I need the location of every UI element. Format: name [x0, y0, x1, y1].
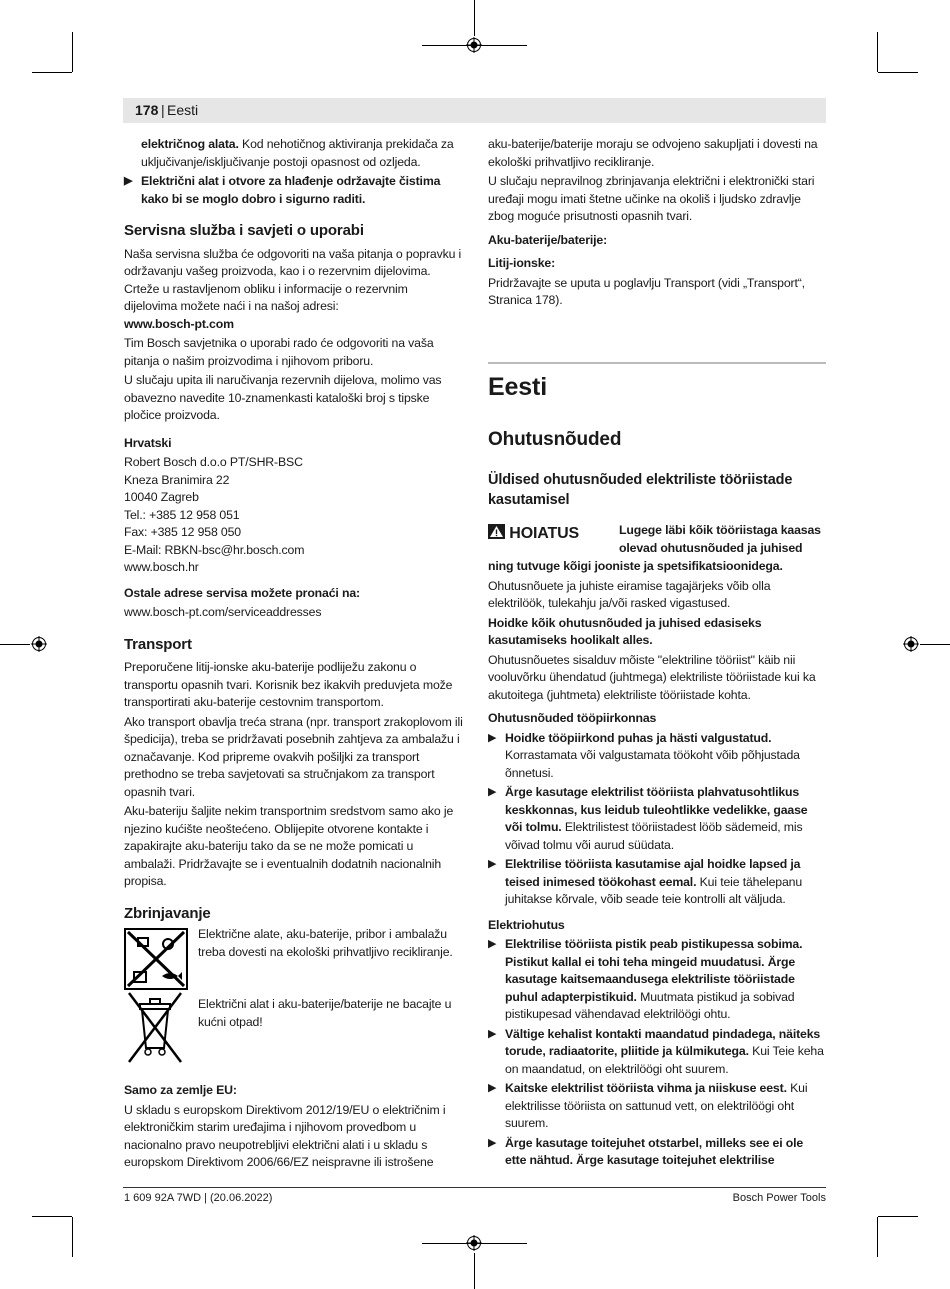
warning-label — [488, 524, 579, 543]
warning-word: HOIATUS — [509, 525, 580, 542]
address-line: www.bosch.hr — [124, 560, 199, 574]
bold-text: Elektrilise tööriista pistik peab pistikupessa sobima. Pistikut kallal ei tohi teha mingeid muudatusi. Ärge kasutage kaitsemaandusega elektriliste tööriistade puhul adapterpistikuid. — [505, 937, 803, 1004]
bold-text: Ärge kasutage toitejuhet otstarbel, milleks see ei ole ette nähtud. Ärge kasutage toitejuhet elektrilise — [505, 1135, 804, 1167]
text: Kui teie tähelepanu juhitakse kõrvale, võib seade teie kontrolli alt väljuda. — [505, 874, 803, 906]
paragraph: U skladu s europskom Direktivom 2012/19/EU o električnim i elektroničkim starim uređajima i njihovom provedbom u nacionalno pravo neupotrebljivi električni alati i u skladu s europskom Direktivom 2006/66/EZ neispravne ili istrošene — [124, 1102, 446, 1169]
crop-mark — [877, 1217, 878, 1257]
bullet-arrow-icon: ▶ — [488, 786, 497, 798]
registration-mark-icon — [466, 1235, 482, 1251]
paragraph: Tim Bosch savjetnika o uporabi rado će odgovoriti na vaša pitanja o našim proizvodima i njihovom priboru. — [124, 336, 434, 368]
text: Muutmata pistikud ja sobivad pistikupesad vähendavad elektrilöögi ohtu. — [505, 989, 795, 1021]
registration-mark-icon — [466, 37, 482, 53]
footer-rule — [123, 1187, 826, 1188]
disposal-row — [124, 928, 464, 996]
text: Kod nehotičnog aktiviranja prekidača za uključivanje/isključivanje postoji opasnost od ozljeda. — [141, 137, 454, 169]
url-text: www.bosch-pt.com — [124, 316, 234, 331]
text: Kui elektrilisse tööriista on sattunud vett, on elektrilöögi oht suurem. — [505, 1081, 808, 1130]
section-title: Ohutusnõuded — [488, 429, 622, 450]
crossed-bin-icon — [126, 990, 184, 1066]
footer-brand: Bosch Power Tools — [732, 1192, 826, 1204]
subsection-title: Ohutusnõuded tööpiirkonnas — [488, 711, 657, 725]
crop-mark — [878, 72, 918, 73]
crop-mark — [474, 0, 475, 36]
paragraph: Aku-bateriju šaljite nekim transportnim sredstvom samo ako je njezino kućište neoštećeno. Oblijepite otvorene kontakte i zapakirajte aku-bateriju tako da se ne može pomicati u ambalaži. Pridržavajte se i eventualnih dodatnih nacionalnih propisa. — [124, 804, 454, 888]
section-title: Transport — [124, 635, 192, 653]
language-title: Eesti — [488, 373, 548, 401]
battery-label: Aku-baterije/baterije: — [488, 232, 608, 247]
warning-text: Lugege läbi kõik tööriistaga kaasas olevad ohutusnõuded ja juhised — [619, 523, 821, 555]
bullet-arrow-icon: ▶ — [488, 1082, 497, 1094]
bold-text: Kaitske elektrilist tööriista vihma ja niiskuse eest. — [505, 1081, 787, 1095]
crop-mark — [474, 1253, 475, 1289]
header-divider: | — [161, 102, 165, 118]
paragraph: Naša servisna služba će odgovoriti na vaša pitanja o popravku i održavanju vašeg proizvoda, kao i o rezervnim dijelovima. Crteže u rastavljenom obliku i informacije o rezervnim dijelovima možete naći i na našoj adresi: — [124, 246, 462, 313]
bullet-item — [488, 856, 826, 909]
crop-mark — [878, 1216, 918, 1217]
bold-paragraph: Hoidke kõik ohutusnõuded ja juhised edasiseks kasutamiseks hoolikalt alles. — [488, 615, 762, 647]
liion-label: Litij-ionske: — [488, 256, 556, 270]
address-line: Fax: +385 12 958 050 — [124, 525, 241, 539]
crop-mark — [72, 32, 73, 72]
right-column-lower — [488, 372, 826, 1172]
address-line: 10040 Zagreb — [124, 490, 199, 504]
recycling-symbol-icon — [124, 928, 188, 990]
bullet-item — [488, 936, 826, 1024]
crop-mark — [32, 72, 72, 73]
bullet-arrow-icon: ▶ — [488, 938, 497, 950]
paragraph: U slučaju nepravilnog zbrinjavanja električni i elektronički stari uređaji mogu imati štetne učinke na okoliš i ljudsko zdravlje zbog moguće prisutnosti opasnih tvari. — [488, 174, 815, 223]
address-block — [124, 454, 464, 577]
paragraph: Električni alat i aku-baterije/baterije ne bacajte u kućni otpad! — [198, 997, 452, 1029]
footer-doc-id: 1 609 92A 7WD | (20.06.2022) — [124, 1192, 273, 1204]
crop-mark — [32, 1216, 72, 1217]
paragraph: Električne alate, aku-baterije, pribor i ambalažu treba dovesti na ekološki prihvatljivo recikliranje. — [198, 927, 453, 959]
bold-text: Vältige kehalist kontakti maandatud pindadega, näiteks torude, radiaatorite, pliitide ja külmikutega. — [505, 1026, 821, 1058]
registration-mark-icon — [903, 636, 919, 652]
bold-text: Elektrilise tööriista kasutamise ajal hoidke lapsed ja teised inimesed töökohast eemal. — [505, 857, 801, 889]
page-number: 178 — [135, 102, 159, 118]
text: Elektrilistest tööriistadest lööb sädemeid, mis võivad tolmu või aurud süüdata. — [505, 820, 803, 852]
address-line: Tel.: +385 12 958 051 — [124, 507, 240, 522]
text: Električni alat i otvore za hlađenje održavajte čistima kako bi se moglo dobro i sigurno raditi. — [141, 174, 441, 206]
subsection-title: Elektriohutus — [488, 917, 565, 932]
paragraph: Ako transport obavlja treća strana (npr. transport zrakoplovom ili špedicija), treba se pridržavati posebnih zahtjeva za ambalažu i označavanje. Kod pripreme ovakvih pošiljki za transport prethodno se treba savjetovati sa stručnjakom za transport opasnih tvari. — [124, 714, 463, 799]
text: Korrastamata või valgustamata töökoht võib põhjustada õnnetusi. — [505, 748, 800, 780]
paragraph: Ohutusnõuetes sisalduv mõiste "elektriline tööriist" käib nii vooluvõrku ühendatud (juhtmega) elektriliste tööriistade kui ka akutoitega (juhtmeta) elektriliste tööriistade kohta. — [488, 652, 816, 702]
text: Kui Teie keha on maandatud, on elektrilöögi oht suurem. — [505, 1044, 824, 1076]
country-label: Hrvatski — [124, 435, 172, 450]
section-divider — [488, 362, 826, 364]
bullet-arrow-icon: ▶ — [488, 858, 497, 870]
crop-mark — [0, 644, 30, 645]
section-title: Servisna služba i savjeti o uporabi — [124, 222, 364, 239]
paragraph: Preporučene litij-ionske aku-baterije podliježu zakonu o transportu opasnih tvari. Korisnik bez ikakvih preduvjeta može transportirati aku-baterije cestovnim transportom. — [124, 660, 453, 709]
eu-label: Samo za zemlje EU: — [124, 1083, 237, 1097]
address-line: Robert Bosch d.o.o PT/SHR-BSC — [124, 455, 303, 469]
paragraph — [124, 136, 464, 171]
right-column — [488, 136, 826, 312]
bullet-item — [124, 173, 464, 208]
paragraph: Pridržavajte se uputa u poglavlju Transport (vidi „Transport“, Stranica 178). — [488, 275, 805, 307]
crop-mark — [920, 644, 950, 645]
bullet-arrow-icon: ▶ — [488, 731, 497, 744]
bold-text: Ärge kasutage elektrilist tööriista plahvatusohtlikus keskkonnas, kus leidub tuleohtlikke vedelikke, gaase või tolmu. — [505, 785, 808, 834]
address-line: E-Mail: RBKN-bsc@hr.bosch.com — [124, 542, 305, 557]
subsection-title: Üldised ohutusnõuded elektriliste tööriistade kasutamisel — [488, 472, 793, 508]
crop-mark — [877, 32, 878, 72]
bold-text: električnog alata. — [141, 137, 239, 151]
warning-triangle-icon — [488, 524, 505, 539]
paragraph: Ohutusnõuete ja juhiste eiramise tagajärjeks võib olla elektrilöök, tulekahju ja/või rasked vigastused. — [488, 578, 771, 610]
registration-mark-icon — [31, 636, 47, 652]
paragraph: U slučaju upita ili naručivanja rezervnih dijelova, molimo vas obavezno navedite 10-znamenkasti kataloški broj s tipske pločice proizvoda. — [124, 373, 442, 422]
disposal-row — [124, 996, 464, 1076]
bullet-item — [488, 730, 826, 783]
left-column — [124, 136, 464, 1174]
section-title: Zbrinjavanje — [124, 904, 211, 922]
bullet-item — [488, 784, 826, 854]
bullet-arrow-icon: ▶ — [124, 175, 133, 187]
paragraph: aku-baterije/baterije moraju se odvojeno sakupljati i dovesti na ekološki prihvatljivo recikliranje. — [488, 137, 818, 169]
bold-text: Hoidke tööpiirkond puhas ja hästi valgustatud. — [505, 730, 772, 745]
bullet-arrow-icon: ▶ — [488, 1027, 497, 1040]
url-text: www.bosch-pt.com/serviceaddresses — [124, 605, 322, 619]
bullet-arrow-icon: ▶ — [488, 1136, 497, 1149]
crop-mark — [72, 1217, 73, 1257]
header-section: Eesti — [167, 102, 199, 118]
other-address-label: Ostale adrese servisa možete pronaći na: — [124, 585, 360, 600]
warning-text: ning tutvuge kõigi jooniste ja spetsifikatsioonidega. — [488, 559, 783, 573]
warning-block — [488, 522, 826, 558]
bullet-item — [488, 1026, 826, 1079]
page-header — [123, 98, 826, 123]
bullet-item — [488, 1135, 826, 1170]
address-line: Kneza Branimira 22 — [124, 472, 230, 487]
bullet-item — [488, 1080, 826, 1133]
